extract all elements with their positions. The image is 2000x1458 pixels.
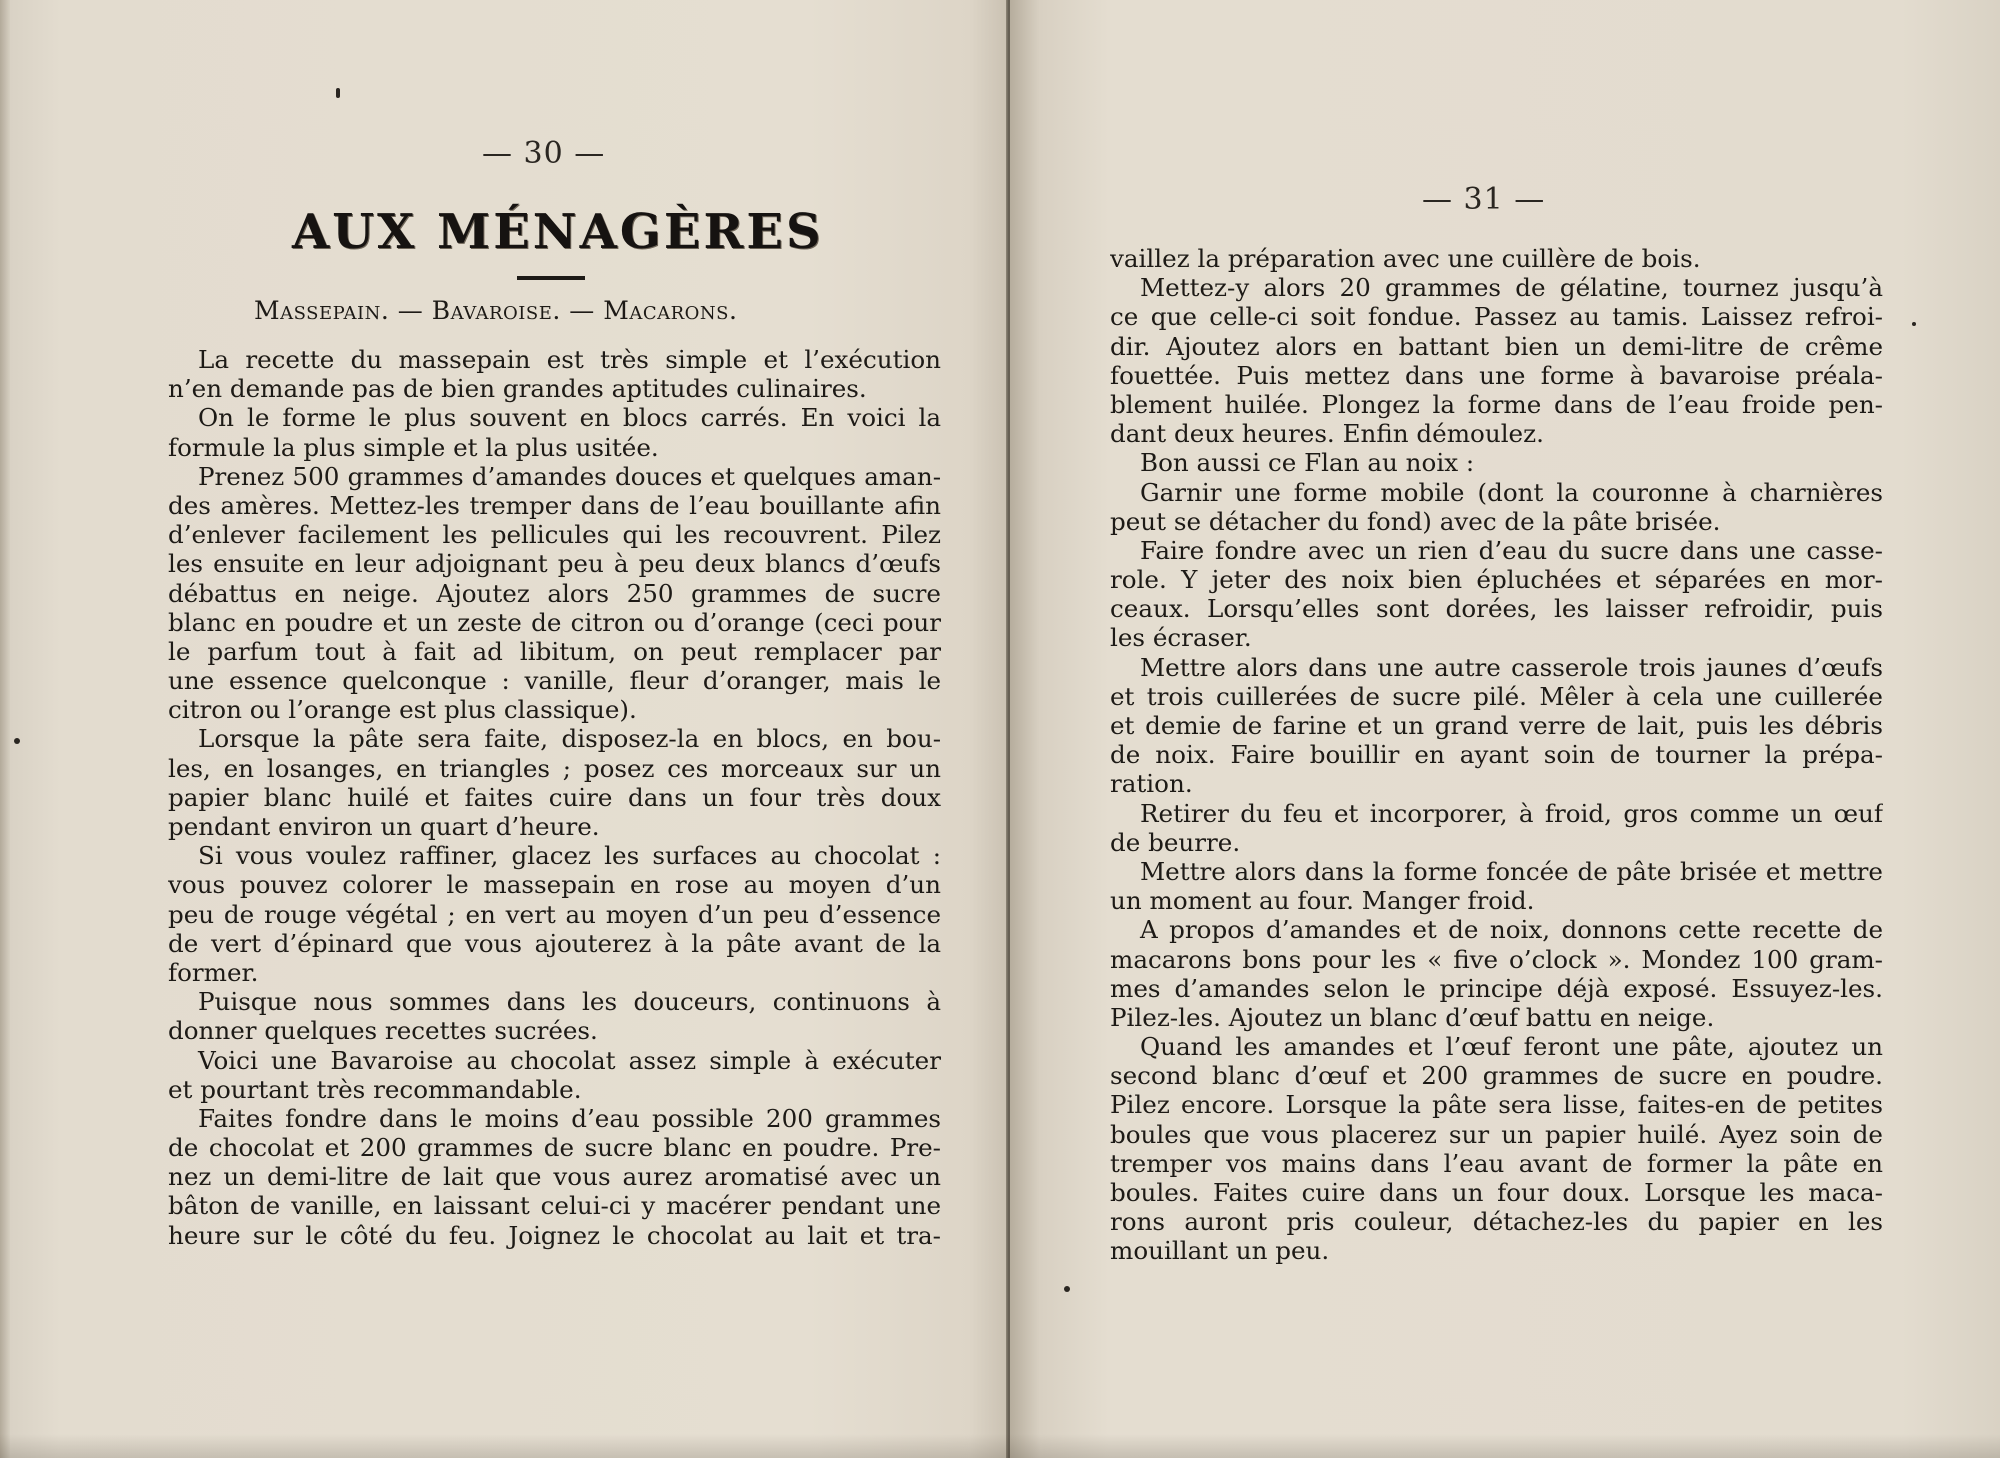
text-line: blement huilée. Plongez la forme dans de l’eau froide pen- [1110,389,1883,419]
text-line: blanc en poudre et un zeste de citron ou d’orange (ceci pour [168,607,941,637]
text-line: nez un demi-litre de lait que vous aurez aromatisé avec un [168,1162,941,1192]
text-line: Pilez encore. Lorsque la pâte sera lisse, faites-en de petites [1110,1090,1883,1120]
text-line: Puisque nous sommes dans les douceurs, continuons à [198,987,941,1017]
text-line: les écraser. [1110,623,1252,653]
text-line: ce que celle-ci soit fondue. Passez au tamis. Laissez refroi- [1110,302,1883,332]
text-line: fouettée. Puis mettez dans une forme à bavaroise préala- [1110,360,1883,390]
text-line: vous pouvez colorer le massepain en rose au moyen d’un [168,870,941,900]
text-line: Pilez-les. Ajoutez un blanc d’œuf battu en neige. [1110,1002,1715,1032]
text-line: donner quelques recettes sucrées. [168,1016,598,1046]
text-line: peut se détacher du fond) avec de la pâte brisée. [1110,506,1721,536]
text-line: rons auront pris couleur, détachez-les du papier en les [1110,1207,1883,1237]
page-number-right: — 31 — [1422,182,1546,217]
ink-speck [1912,322,1916,326]
text-line: citron ou l’orange est plus classique). [168,695,637,725]
text-line: former. [168,957,259,987]
ink-speck [1064,1286,1070,1292]
text-line: Retirer du feu et incorporer, à froid, gros comme un œuf [1140,798,1883,828]
chapter-heading: AUX MÉNAGÈRES [292,204,824,260]
text-line: et pourtant très recommandable. [168,1074,582,1104]
text-line: Garnir une forme mobile (dont la couronne à charnières [1140,477,1883,507]
text-line: n’en demande pas de bien grandes aptitudes culinaires. [168,374,867,404]
text-line: peu de rouge végétal ; en vert au moyen d’un peu d’essence [168,899,941,929]
text-line: role. Y jeter des noix bien épluchées et séparées en mor- [1110,565,1883,595]
page-edge [0,0,10,1458]
text-line: macarons bons pour les « five o’clock ». Mondez 100 gram- [1110,944,1883,974]
text-line: Prenez 500 grammes d’amandes douces et quelques aman- [198,461,941,491]
chapter-subtitle: Massepain. — Bavaroise. — Macarons. [254,296,738,325]
text-line: débattus en neige. Ajoutez alors 250 grammes de sucre [168,578,941,608]
text-line: des amères. Mettez-les tremper dans de l’eau bouillante afin [168,490,941,520]
text-line: La recette du massepain est très simple et l’exécution [198,345,941,374]
text-line: un moment au four. Manger froid. [1110,886,1535,916]
text-line: Mettre alors dans la forme foncée de pâte brisée et mettre [1140,856,1883,886]
text-line: et trois cuillerées de sucre pilé. Mêler à cela une cuillerée [1110,681,1883,711]
text-line: formule la plus simple et la plus usitée. [168,432,659,462]
text-line: de beurre. [1110,827,1241,857]
text-line: boules que vous placerez sur un papier huilé. Ayez soin de [1110,1119,1883,1149]
text-line: une essence quelconque : vanille, fleur d’oranger, mais le [168,666,941,696]
text-line: bâton de vanille, en laissant celui-ci y macérer pendant une [168,1191,941,1221]
text-line: Faire fondre avec un rien d’eau du sucre dans une casse- [1140,535,1883,565]
text-line: vaillez la préparation avec une cuillère de bois. [1110,244,1701,273]
text-line: de noix. Faire bouillir en ayant soin de tourner la prépa- [1110,740,1883,770]
text-line: les, en losanges, en triangles ; posez ces morceaux sur un [168,753,941,783]
text-line: de vert d’épinard que vous ajouterez à la pâte avant de la [168,928,941,958]
text-line: mouillant un peu. [1110,1236,1330,1266]
text-line: Mettez-y alors 20 grammes de gélatine, tournez jusqu’à [1140,273,1883,303]
text-line: ration. [1110,769,1193,799]
text-line: Quand les amandes et l’œuf feront une pâte, ajoutez un [1140,1032,1883,1062]
left-text-column [168,345,941,1250]
text-line: Bon aussi ce Flan au noix : [1140,448,1475,478]
ink-speck [14,738,20,744]
text-line: d’enlever facilement les pellicules qui les recouvrent. Pilez [168,520,941,550]
text-line: mes d’amandes selon le principe déjà exposé. Essuyez-les. [1110,973,1883,1003]
text-line: pendant environ un quart d’heure. [168,812,600,841]
page-bottom-shadow [0,1434,2000,1458]
text-line: le parfum tout à fait ad libitum, on peut remplacer par [168,636,941,666]
text-line: boules. Faites cuire dans un four doux. Lorsque les maca- [1110,1178,1883,1207]
text-line: papier blanc huilé et faites cuire dans un four très doux [168,782,941,812]
text-line: On le forme le plus souvent en blocs carrés. En voici la [198,403,941,433]
text-line: heure sur le côté du feu. Joignez le chocolat au lait et tra- [168,1220,941,1250]
text-line: ceaux. Lorsqu’elles sont dorées, les laisser refroidir, puis [1110,594,1883,624]
right-page [1010,0,2000,1458]
text-line: et demie de farine et un grand verre de lait, puis les débris [1110,711,1883,740]
text-line: les ensuite en leur adjoignant peu à peu deux blancs d’œufs [168,549,941,579]
text-line: Voici une Bavaroise au chocolat assez simple à exécuter [198,1045,941,1075]
text-line: dant deux heures. Enfin démoulez. [1110,419,1544,449]
text-line: Faites fondre dans le moins d’eau possible 200 grammes [198,1103,941,1133]
page-number-left: — 30 — [482,136,606,171]
heading-rule [517,276,585,280]
right-text-column [1110,244,1883,1266]
text-line: Mettre alors dans une autre casserole trois jaunes d’œufs [1140,652,1883,682]
text-line: Lorsque la pâte sera faite, disposez-la en blocs, en bou- [198,724,941,754]
text-line: dir. Ajoutez alors en battant bien un demi-litre de crême [1110,331,1883,361]
text-line: second blanc d’œuf et 200 grammes de sucre en poudre. [1110,1061,1883,1091]
text-line: de chocolat et 200 grammes de sucre blanc en poudre. Pre- [168,1133,941,1163]
text-line: Si vous voulez raffiner, glacez les surfaces au chocolat : [198,841,941,871]
text-line: A propos d’amandes et de noix, donnons cette recette de [1140,915,1883,945]
ink-speck [336,88,340,98]
text-line: tremper vos mains dans l’eau avant de former la pâte en [1110,1148,1883,1178]
